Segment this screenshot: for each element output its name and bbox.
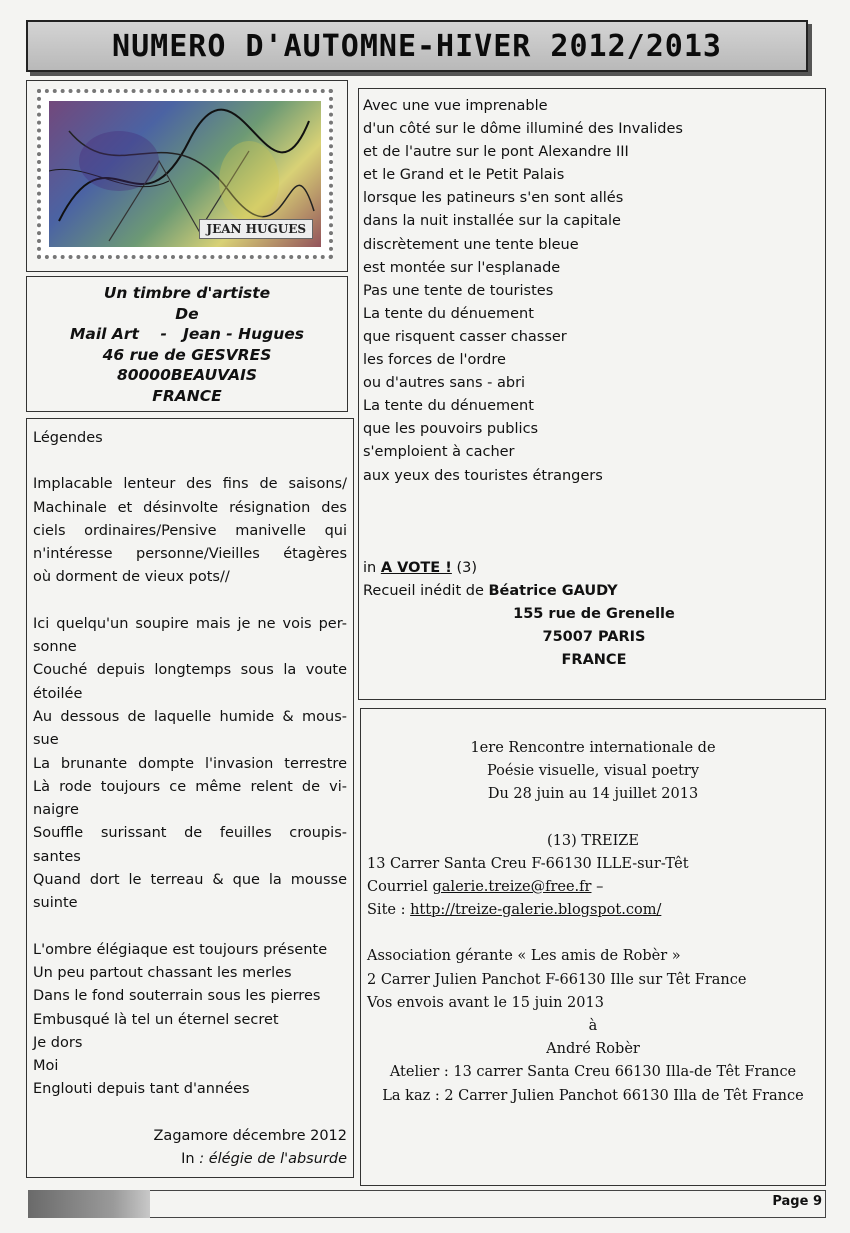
artist-stamp	[37, 89, 333, 259]
legend-poem-panel	[26, 418, 354, 1178]
poem-line: Pas une tente de touristes	[363, 282, 554, 299]
poem-line: aux yeux des touristes étrangers	[363, 467, 603, 484]
address-line: 46 rue de GESVRES	[102, 345, 272, 364]
poem-line: que les pouvoirs publics	[363, 421, 539, 438]
poem-line: sonne	[33, 639, 77, 656]
address-line: Mail Art - Jean - Hugues	[69, 325, 305, 343]
poem-line: et le Grand et le Petit Palais	[363, 167, 565, 184]
event-title-line: 1ere Rencontre internationale de	[470, 740, 716, 756]
page-title: NUMERO D'AUTOMNE-HIVER 2012/2013	[112, 28, 722, 64]
event-to: à	[588, 1018, 598, 1035]
poem-line: Implacable lenteur des fins de saisons/	[33, 476, 347, 493]
poem-source-title: : élégie de l'absurde	[199, 1151, 347, 1168]
poem-line: d'un côté sur le dôme illuminé des Invalides	[363, 121, 683, 138]
site-link[interactable]: http://treize-galerie.blogspot.com/	[410, 902, 662, 919]
event-dates: Du 28 juin au 14 juillet 2013	[487, 786, 699, 803]
poem-line: Souffle surissant de feuilles croupis-	[33, 825, 347, 842]
event-atelier: Atelier : 13 carrer Santa Creu 66130 Illa-de Têt France	[389, 1064, 797, 1081]
poem-line: Je dors	[33, 1034, 83, 1051]
poem-line: suinte	[33, 895, 78, 912]
poem-line: Ici quelqu'un soupire mais je ne vois per-	[33, 615, 347, 632]
poem-line: Un peu partout chassant les merles	[33, 964, 292, 981]
poem-line: Quand dort le terreau & que la mousse	[33, 872, 347, 889]
event-panel	[360, 708, 826, 1186]
address-line: 80000BEAUVAIS	[116, 366, 258, 384]
poem-signature: Zagamore décembre 2012	[153, 1127, 347, 1144]
page-number: Page 9	[772, 1194, 822, 1209]
poem-author: Béatrice GAUDY	[488, 582, 618, 599]
poem-line: Au dessous de laquelle humide & mous-	[33, 708, 347, 725]
event-kaz: La kaz : 2 Carrer Julien Panchot 66130 Illa de Têt France	[382, 1087, 804, 1104]
poem-line: L'ombre élégiaque est toujours présente	[33, 941, 328, 958]
poem-line: Machinale et désinvolte résignation des	[33, 499, 347, 516]
poem-line: ou d'autres sans - abri	[363, 375, 526, 392]
tent-poem-panel	[358, 88, 826, 700]
event-title-line: Poésie visuelle, visual poetry	[486, 763, 700, 780]
poem-line: La tente du dénuement	[363, 398, 534, 415]
poem-line: ciels ordinaires/Pensive manivelle qui	[33, 522, 347, 539]
author-address-line: 155 rue de Grenelle	[513, 605, 675, 622]
event-assoc: Association gérante « Les amis de Robèr »	[367, 948, 681, 965]
event-recipient: André Robèr	[546, 1041, 640, 1058]
event-deadline: Vos envois avant le 15 juin 2013	[367, 994, 604, 1011]
poem-line: Couché depuis longtemps sous la voute	[33, 662, 347, 679]
poem-line: étoilée	[33, 685, 83, 702]
event-assoc-address: 2 Carrer Julien Panchot F-66130 Ille sur Têt France	[367, 971, 747, 988]
poem-line: Embusqué là tel un éternel secret	[33, 1011, 279, 1028]
recueil-label: Recueil inédit de	[363, 582, 484, 599]
poem-line: les forces de l'ordre	[363, 352, 506, 369]
email-label: Courriel	[367, 879, 428, 896]
poem-line: discrètement une tente bleue	[363, 236, 579, 253]
site-label: Site :	[367, 902, 406, 919]
poem-recueil	[363, 580, 825, 603]
poem-line: Moi	[33, 1058, 59, 1075]
poem-line: et de l'autre sur le pont Alexandre III	[363, 144, 629, 161]
poem-line: sue	[33, 732, 59, 749]
poem-line: Là rode toujours ce même relent de vi-	[33, 778, 347, 795]
poem-line: lorsque les patineurs s'en sont allés	[363, 190, 624, 207]
poem-line: n'intéresse personne/Vieilles étagères	[33, 546, 347, 563]
poem-line: Dans le fond souterrain sous les pierres	[33, 988, 321, 1005]
address-line: De	[175, 304, 199, 323]
poem-line: dans la nuit installée sur la capitale	[363, 213, 621, 230]
poem-line: naigre	[33, 802, 79, 819]
artist-address-panel	[26, 276, 348, 412]
poem-line: La tente du dénuement	[363, 305, 534, 322]
page-title-bar	[26, 20, 808, 72]
poem-line: santes	[33, 848, 81, 865]
poem-source	[363, 557, 825, 580]
poem-source	[33, 1148, 347, 1171]
author-address-line: FRANCE	[561, 651, 627, 668]
poem-line: est montée sur l'esplanade	[363, 259, 561, 276]
footer-bar	[28, 1190, 150, 1218]
event-site-line	[367, 899, 819, 922]
poem-source-num: (3)	[456, 559, 478, 576]
poem-line: s'emploient à cacher	[363, 444, 515, 461]
poem-line: que risquent casser chasser	[363, 328, 567, 345]
event-venue: (13) TREIZE	[547, 832, 639, 849]
event-address: 13 Carrer Santa Creu F-66130 ILLE-sur-Têt	[367, 855, 689, 872]
poem-line: où dorment de vieux pots//	[33, 569, 230, 586]
poem-line: Englouti depuis tant d'années	[33, 1081, 250, 1098]
stamp-label: JEAN HUGUES	[199, 219, 313, 239]
address-line: Un timbre d'artiste	[103, 284, 271, 302]
poem-line: La brunante dompte l'invasion terrestre	[33, 755, 347, 772]
poem-source-in: in	[363, 559, 377, 576]
address-line: FRANCE	[152, 386, 222, 405]
poem-line: Avec une vue imprenable	[363, 98, 548, 114]
email-link[interactable]: galerie.treize@free.fr	[432, 879, 592, 896]
email-suffix: –	[591, 879, 604, 896]
legend-heading: Légendes	[33, 430, 103, 446]
author-address-line: 75007 PARIS	[542, 628, 646, 645]
event-email-line	[367, 876, 819, 899]
poem-source-title: A VOTE !	[380, 559, 452, 576]
poem-source-prefix: In	[181, 1151, 195, 1168]
stamp-panel	[26, 80, 348, 272]
footer-rule	[150, 1190, 826, 1218]
